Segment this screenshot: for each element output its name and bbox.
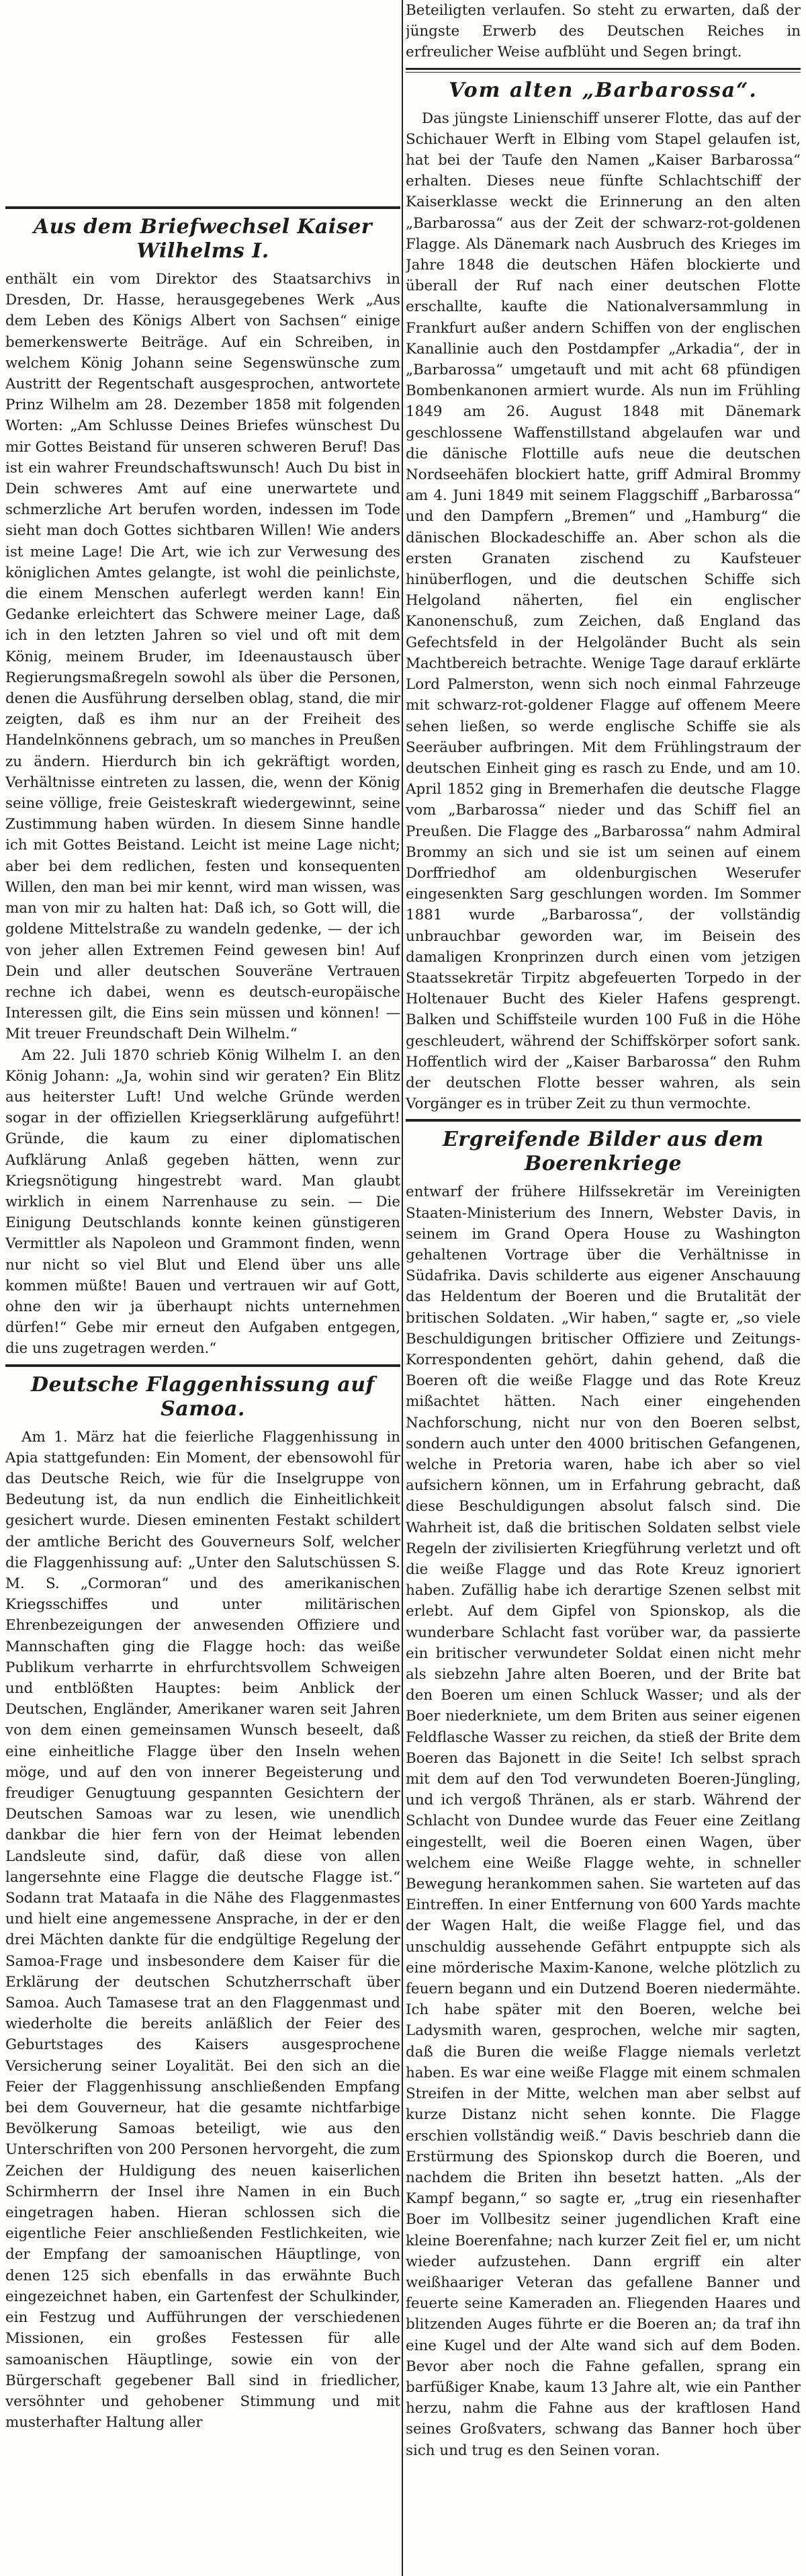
article-body: enthält ein vom Direktor des Staatsarchivs in Dresden, Dr. Hasse, herausgegebenes Werk „Aus dem Leben des Königs Albert von Sachsen“ einige bemerkenswerte Beiträge. Auf ein Schreiben, in welchem König Johann seine Segenswünsche zum Austritt der Regentschaft ausgesprochen, antwortete Prinz Wilhelm am 28. Dezember 1858 mit folgenden Worten: „Am Schlusse Deines Briefes wünschest Du mir Gottes Beistand für unseren schweren Beruf! Das ist ein wahrer Freundschaftswunsch! Auch Du bist in Dein schweres Amt auf eine unerwartete und schmerzliche Art berufen worden, indessen im Tode sieht man doch Gottes sichtbaren Willen! Wie anders ist meine Lage! Die Art, wie ich zur Verwesung des königlichen Amtes gelangte, ist wohl die peinlichste, die einem Menschen auferlegt werden kann! Ein Gedanke erleichtert das Schwere meiner Lage, daß ich in den letzten Jahren so viel und oft mit dem König, meinem Bruder, im Ideenaustausch über Regierungsmaßregeln sowohl als über die Personen, denen die Ausführung derselben oblag, stand, die mir zeigten, daß es ihm nur an der Freiheit des Handelnkönnens gebrach, um so manches in Preußen zu ändern. Hierdurch bin ich gekräftigt worden, Verhältnisse eintreten zu lassen, die, wenn der König seine völlige, freie Geisteskraft wiedergewinnt, seine Zustimmung haben würden. In diesem Sinne handle ich mit Gottes Beistand. Leicht ist meine Lage nicht; aber bei dem redlichen, festen und konsequenten Willen, den man bei mir kennt, wird man wissen, was man von mir zu halten hat: Daß ich, so Gott will, die goldene Mittelstraße zu wandeln gedenke, — der ich von jeher allen Extremen Feind gewesen bin! Auf Dein und aller deutschen Souveräne Vertrauen rechne ich dabei, wenn es deutsch-europäische Interessen gilt, die Eins sein müssen und können! — Mit treuer Freundschaft Dein Wilhelm.“ xyxy=(5,271,400,1043)
left-column xyxy=(5,0,400,2576)
article-body: Am 1. März hat die feierliche Flaggenhissung in Apia stattgefunden: Ein Moment, der ebensowohl für das Deutsche Reich, wie für die Inselgruppe von Bedeutung ist, da nun endlich die Einheitlichkeit gesichert wurde. Diesen eminenten Festakt schildert der amtliche Bericht des Gouverneurs Solf, welcher die Flaggenhissung auf: „Unter den Salutschüssen S. M. S. „Cormoran“ und des amerikanischen Kriegsschiffes und unter militärischen Ehrenbezeigungen der anwesenden Offiziere und Mannschaften ging die Flagge hoch: das weiße Publikum verharrte in ehrfurchtsvollem Schweigen und entblößten Hauptes: beim Anblick der Deutschen, Engländer, Amerikaner waren seit Jahren von dem einen gemeinsamen Wunsch beseelt, daß eine einheitliche Flagge über den Inseln wehen möge, und auf den von innerer Begeisterung und freudiger Genugtuung gespannten Gesichtern der Deutschen Samoas war zu lesen, wie unendlich dankbar die hier fern von der Heimat lebenden Landsleute sind, dafür, daß diese von allen langersehnte eine Flagge die deutsche Flagge ist.“ Sodann trat Mataafa in die Nähe des Flaggenmastes und hielt eine angemessene Ansprache, in der er den drei Mächten dankte für die endgültige Regelung der Samoa-Frage und insbesondere dem Kaiser für die Erklärung der deutschen Schutzherrschaft über Samoa. Auch Tamasese trat an den Flaggenmast und wiederholte die bereits anläßlich der Feier des Geburtstages des Kaisers ausgesprochene Versicherung seiner Loyalität. Bei den sich an die Feier der Flaggenhissung anschließenden Empfang bei dem Gouverneur, hat die gesamte nichtfarbige Bevölkerung Samoas beteiligt, wie aus den Unterschriften von 200 Personen hervorgeht, die zum Zeichen der Huldigung des neuen kaiserlichen Schirmherrn der Insel ihre Namen in ein Buch eingetragen haben. Hieran schlossen sich die eigentliche Feier anschließenden Festlichkeiten, wie der Empfang der samoanischen Häuptlinge, von denen 125 sich ebenfalls in das erwähnte Buch eingezeichnet haben, ein Gartenfest der Schulkinder, ein Festzug und Aufführungen der verschiedenen Missionen, ein großes Festessen für alle samoanischen Häuptlinge, sowie ein von der Bürgerschaft gegebener Ball sind in friedlicher, versöhnter und gehobener Stimmung und mit musterhafter Haltung aller xyxy=(5,1428,400,2432)
article-title: Ergreifende Bilder aus dem Boerenkriege xyxy=(442,1128,764,1176)
column-rule xyxy=(402,0,403,2576)
article-separator xyxy=(5,206,400,209)
article-body: Beteiligten verlaufen. So steht zu erwarten, daß der jüngste Erwerb des Deutschen Reiches in erfreulicher Weise aufblüht und Segen bringt. xyxy=(406,2,801,61)
article-body: Das jüngste Linienschiff unserer Flotte, das auf der Schichauer Werft in Elbing vom Stapel gelaufen ist, hat bei der Taufe den Namen „Kaiser Barbarossa“ erhalten. Dieses neue fünfte Schlachtschiff der Kaiserklasse weckt die Erinnerung an den alten „Barbarossa“ aus der Zeit der schwarz-rot-goldenen Flagge. Als Dänemark nach Ausbruch des Krieges im Jahre 1848 die deutschen Häfen blockierte und überall der Ruf nach einer deutschen Flotte erschallte, kaufte die Nationalversammlung in Frankfurt außer andern Schiffen von der englischen Kanallinie auch den Postdampfer „Arkadia“, der in „Barbarossa“ umgetauft und mit acht 68 pfündigen Bombenkanonen armiert wurde. Als nun im Frühling 1849 am 26. August 1848 mit Dänemark geschlossene Waffenstillstand abgelaufen war und die dänische Flottille aufs neue die deutschen Nordseehäfen blockiert hatte, griff Admiral Brommy am 4. Juni 1849 mit seinem Flaggschiff „Barbarossa“ und den Dampfern „Bremen“ und „Hamburg“ die dänischen Blockadeschiffe an. Aber schon als die ersten Granaten zischend zu Kaufsteuer hinüberflogen, und die deutschen Schiffe sich Helgoland näherten, fiel ein englischer Kanonenschuß, zum Zeichen, daß England das Gefechtsfeld in der Helgoländer Bucht als sein Machtbereich betrachte. Wenige Tage darauf erklärte Lord Palmerston, wenn sich noch einmal Fahrzeuge mit schwarz-rot-goldener Flagge auf offenem Meere sehen ließen, so werde englische Schiffe sie als Seeräuber aufbringen. Mit dem Frühlingstraum der deutschen Einheit ging es rasch zu Ende, und am 10. April 1852 ging in Bremerhafen die deutsche Flagge vom „Barbarossa“ nieder und das Schiff fiel an Preußen. Die Flagge des „Barbarossa“ nahm Admiral Brommy an sich und sie ist um seinen auf einem Dorffriedhof am oldenburgischen Weserufer eingesenkten Sarg geschlungen worden. Im Sommer 1881 wurde „Barbarossa“, der vollständig unbrauchbar geworden war, im Beisein des damaligen Kronprinzen durch einen vom jetzigen Staatssekretär Tirpitz abgefeuerten Torpedo in der Holtenauer Bucht des Kieler Hafens gesprengt. Balken und Schiffsteile wurden 100 Fuß in die Höhe geschleudert, während der Schiffskörper sofort sank. Hoffentlich wird der „Kaiser Barbarossa“ den Ruhm der deutschen Flotte besser wahren, als sein Vorgänger es in trüber Zeit zu thun vermochte. xyxy=(406,110,801,1113)
article-title: Vom alten „Barbarossa“. xyxy=(449,78,758,102)
article-separator xyxy=(5,1364,400,1367)
article-title: Deutsche Flaggenhissung auf Samoa. xyxy=(31,1372,375,1421)
article-body: entwarf der frühere Hilfssekretär im Vereinigten Staaten-Ministerium des Innern, Webster Davis, in seinem im Grand Opera House zu Washington gehaltenen Vortrage über die Verhältnisse in Südafrika. Davis schilderte aus eigener Anschauung das Heldentum der Boeren und die Brutalität der britischen Soldaten. „Wir haben,“ sagte er, „so viele Beschuldigungen britischer Offiziere und Zeitungs-Korrespondenten gehört, dahin gehend, daß die Boeren oft die weiße Flagge und das Rote Kreuz mißachtet hätten. Nach einer eingehenden Nachforschung, nicht nur von den Boeren selbst, sondern auch unter den 4000 britischen Gefangenen, welche in Pretoria waren, habe ich aber so viel aufsichern können, um in Erfahrung gebracht, daß diese Beschuldigungen absolut falsch sind. Die Wahrheit ist, daß die britischen Soldaten selbst viele Regeln der zivilisierten Kriegführung verletzt und oft die weiße Flagge und das Rote Kreuz ignoriert haben. Zufällig habe ich derartige Szenen selbst mit erlebt. Auf dem Gipfel von Spionskop, als die wunderbare Schlacht fast vorüber war, da passierte ein britischer verwundeter Soldat einen nicht mehr als siebzehn Jahre alten Boeren, und der Brite bat den Boeren um einen Schluck Wasser; und als der Boer niederkniete, um dem Briten aus seiner eigenen Feldflasche Wasser zu reichen, da stieß der Brite dem Boeren das Bajonett in die Seite! Ich selbst sprach mit dem auf den Tod verwundeten Boeren-Jüngling, und ich vergoß Thränen, als er starb. Während der Schlacht von Dundee wurde das Feuer eine Zeitlang eingestellt, weil die Boeren einen Wagen, über welchem eine Weiße Flagge wehte, in schneller Bewegung herankommen sahen. Sie warteten auf das Eintreffen. In einer Entfernung von 600 Yards machte der Wagen Halt, die weiße Flagge fiel, und das unschuldig aussehende Gefährt entpuppte sich als eine mörderische Maxim-Kanone, welche plötzlich zu feuern begann und ein Dutzend Boeren niedermähte. Ich habe später mit den Boeren, welche bei Ladysmith waren, gesprochen, welche mir sagten, daß die Buren die weiße Flagge niemals verletzt haben. Es war eine weiße Flagge mit einem schmalen Streifen in der Mitte, welchen man aber selbst auf kurze Distanz nicht sehen konnte. Die Flagge erschien vollständig weiß.“ Davis beschrieb dann die Erstürmung des Spionskop durch die Boeren, und nachdem die Briten ihn besetzt hatten. „Als der Kampf begann,“ so sagte er, „trug ein riesenhafter Boer im Vollbesitz seiner jugendlichen Kraft eine kleine Boerenfahne; nach kurzer Zeit fiel er, um nicht wieder aufzustehen. Dann ergriff ein alter weißhaariger Veteran das gefallene Banner und feuerte seine Kameraden an. Fliegenden Haares und blitzenden Auges führte er die Boeren an; da traf ihn eine Kugel und der Alte wand sich auf dem Boden. Bevor aber noch die Fahne gefallen, sprang ein barfüßiger Knabe, kaum 13 Jahre alt, wie ein Panther herzu, nahm die Fahne aus der kraftlosen Hand seines Großvaters, schwang das Banner hoch über sich und trug es den Seinen voran. xyxy=(406,1183,801,2459)
article-title: Aus dem Briefwechsel Kaiser Wilhelms I. xyxy=(33,215,373,263)
right-column xyxy=(406,0,801,2576)
article-body: Am 22. Juli 1870 schrieb König Wilhelm I. an den König Johann: „Ja, wohin sind wir geraten? Ein Blitz aus heiterster Luft! Und welche Gründe werden sogar in der offiziellen Kriegserklärung aufgeführt! Gründe, die kaum zu einer diplomatischen Aufklärung Anlaß gegeben hätten, wenn zur Kriegsnötigung hingestrebt ward. Man glaubt wirklich in einem Narrenhause zu sein. — Die Einigung Deutschlands konnte keinen günstigeren Vermittler als Napoleon und Grammont finden, wenn nur nicht so viel Blut und Elend über uns alle kommen müßte! Bauen und vertrauen wir auf Gott, ohne den wir ja überhaupt nichts unternehmen dürfen!“ Gebe mir erneut den Aufgaben entgegen, die uns zugetragen werden.“ xyxy=(5,1046,400,1358)
article-separator xyxy=(406,68,801,73)
blank-space xyxy=(5,0,400,202)
article-separator xyxy=(406,1119,801,1122)
